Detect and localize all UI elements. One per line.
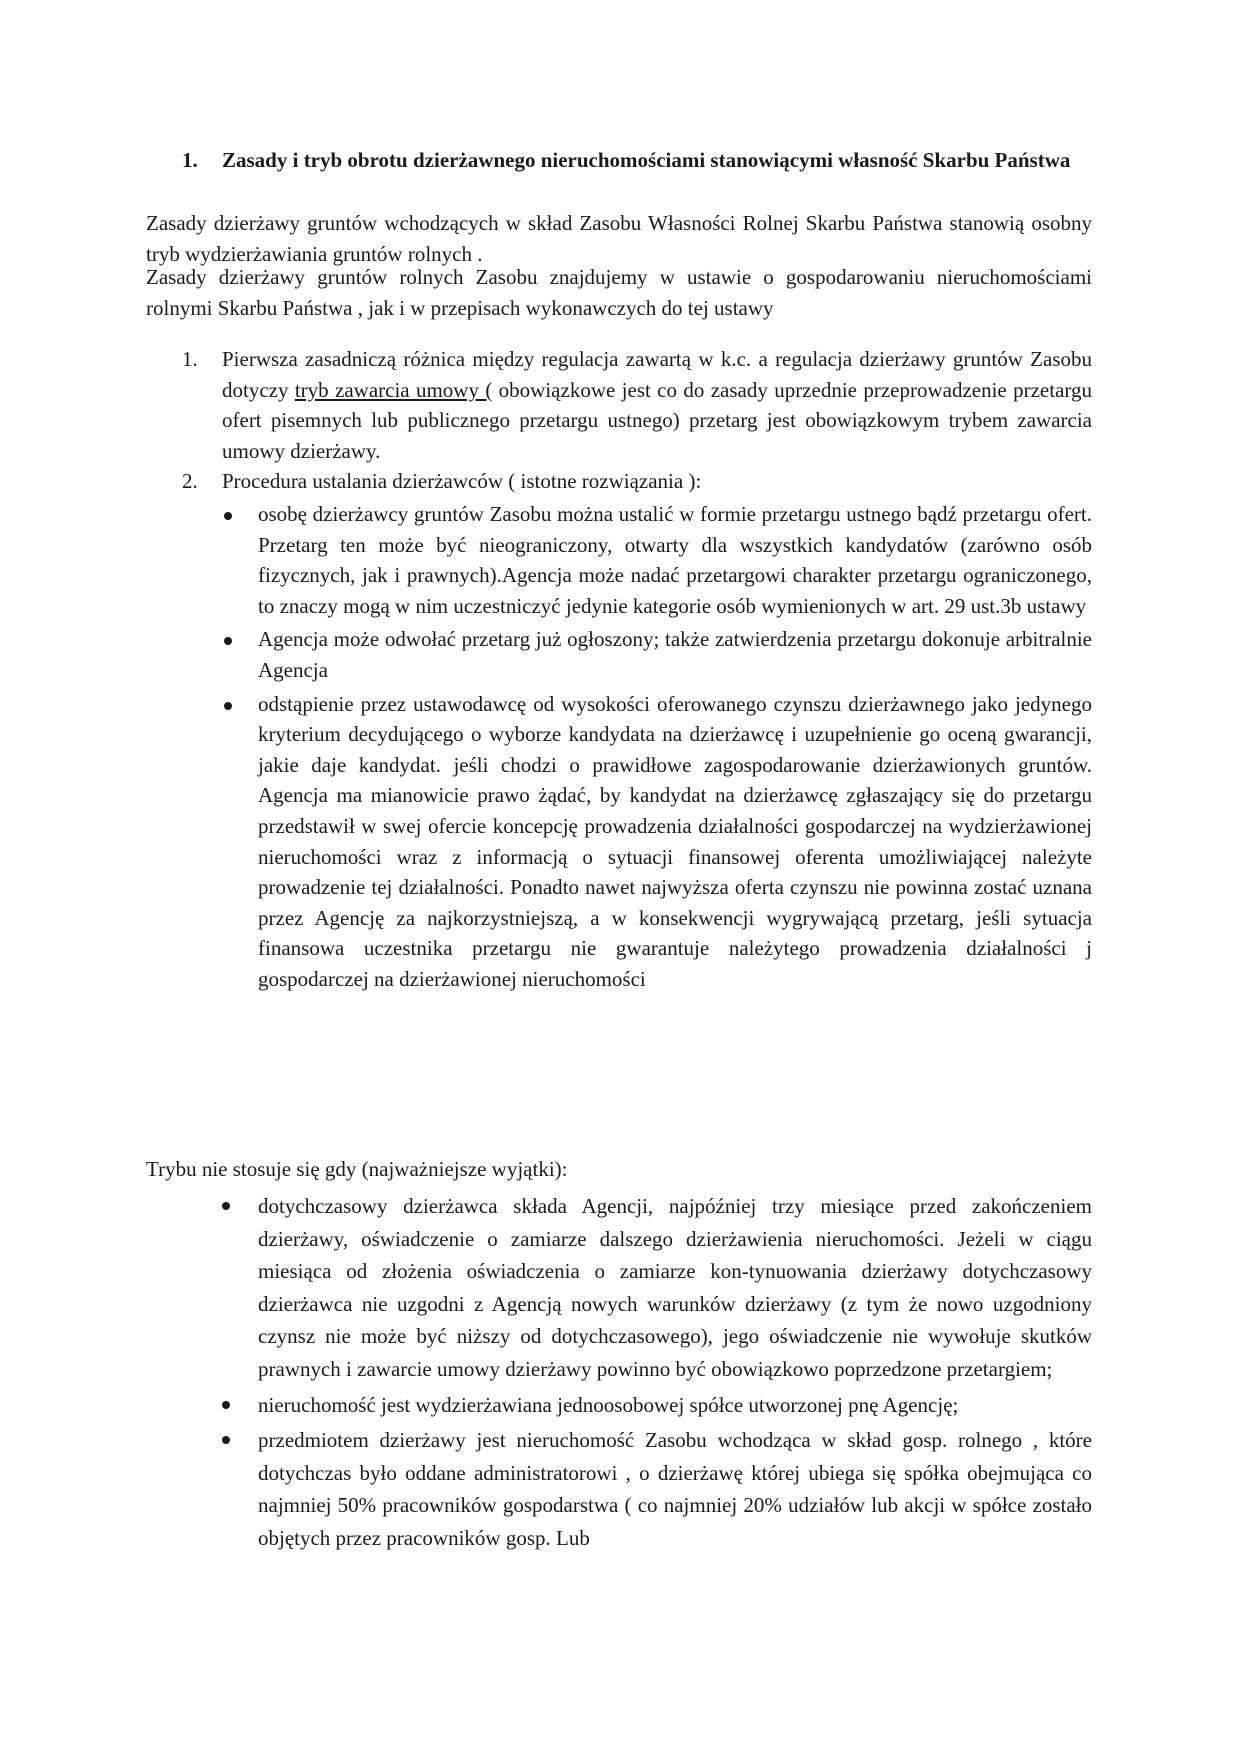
numbered-list: [182, 344, 1092, 997]
bullet-text: Agencja może odwołać przetarg już ogłoszony; także zatwierdzenia przetargu dokonuje arbitralnie Agencja: [258, 627, 1092, 682]
exception-text: nieruchomość jest wydzierżawiana jednoosobowej spółce utworzonej pnę Agencję;: [258, 1392, 959, 1417]
bullet-icon: [224, 512, 232, 520]
exception-item: [218, 1389, 1092, 1422]
bullet-item: [224, 624, 1092, 685]
bullet-icon: [222, 1401, 230, 1409]
bullet-text: odstąpienie przez ustawodawcę od wysokości oferowanego czynszu dzierżawnego jako jedynego kryterium decydującego o wyborze kandydata na dzierżawcę i uzupełnienie go oceną gwarancji, jakie daje kandydat. jeśli chodzi o prawidłowe zagospodarowanie dzierżawionych gruntów. Agencja ma mianowicie prawo żądać, by kandydat na dzierżawcę zgłaszający się do przetargu przedstawił w swej ofercie koncepcję prowadzenia działalności gospodarczej na wydzierżawionej nieruchomości wraz z informacją o sytuacji finansowej oferenta umożliwiającej należyte prowadzenie tej działalności. Ponadto nawet najwyższa oferta czynszu nie powinna zostać uznana przez Agencję za najkorzystniejszą, a w konsekwencji wygrywającą przetarg, jeśli sytuacja finansowa uczestnika przetargu nie gwarantuje należytego prowadzenia działalności j gospodarczej na dzierżawionej nieruchomości: [258, 691, 1092, 991]
bullet-icon: [222, 1202, 230, 1210]
heading-text: Zasady i tryb obrotu dzierżawnego nieruchomościami stanowiącymi własność Skarbu Państwa: [222, 148, 1071, 172]
exception-text: przedmiotem dzierżawy jest nieruchomość Zasobu wchodząca w skład gosp. rolnego , które dotychczas było oddane administratorowi , o dzierżawę której ubiega się spółka obejmująca co najmniej 50% pracowników gospodarstwa ( co najmniej 20% udziałów lub akcji w spółce zostało objętych przez pracowników gosp. Lub: [258, 1428, 1092, 1550]
item-text: [222, 344, 1092, 466]
item-text-before: Pierwsza zasadniczą różnica między regulacja zawartą w k.c. a regulacja dzierżawy gruntów Zasobu dotyczy: [222, 347, 1092, 402]
exceptions-list: [218, 1190, 1092, 1558]
bullet-icon: [222, 1436, 230, 1444]
intro-paragraph-2: Zasady dzierżawy gruntów rolnych Zasobu znajdujemy w ustawie o gospodarowaniu nieruchomościami rolnymi Skarbu Państwa , jak i w przepisach wykonawczych do tej ustawy: [146, 265, 1092, 320]
exception-text: dotychczasowy dzierżawca składa Agencji, najpóźniej trzy miesiące przed zakończeniem dzierżawy, oświadczenie o zamiarze dalszego dzierżawienia nieruchomości. Jeżeli w ciągu miesiąca od złożenia oświadczenia o zamiarze kon-tynuowania dzierżawy dotychczasowy dzierżawca nie uzgodni z Agencją nowych warunków dzierżawy (z tym że nowo uzgodniony czynsz nie może być niższy od dotychczasowego), jego oświadczenie nie wywołuje skutków prawnych i zawarcie umowy dzierżawy powinno być obowiązkowo poprzedzone przetargiem;: [258, 1194, 1092, 1381]
bullet-icon: [224, 637, 232, 645]
bullet-item: [224, 499, 1092, 621]
bullet-text: osobę dzierżawcy gruntów Zasobu można ustalić w formie przetargu ustnego bądź przetargu ofert. Przetarg ten może być nieograniczony, otwarty dla wszystkich kandydatów (zarówno osób fizycznych, jak i prawnych).Agencja może nadać przetargowi charakter przetargu ograniczonego, to znaczy mogą w nim uczestniczyć jedynie kategorie osób wymienionych w art. 29 ust.3b ustawy: [258, 501, 1092, 618]
bullet-list: [224, 499, 1092, 995]
numbered-item-2: [182, 466, 1092, 994]
item-text: Procedura ustalania dzierżawców ( istotne rozwiązania ):: [222, 469, 702, 494]
bullet-icon: [224, 702, 232, 710]
numbered-item-1: [182, 344, 1092, 466]
intro-paragraph-1: Zasady dzierżawy gruntów wchodzących w skład Zasobu Własności Rolnej Skarbu Państwa stanowią osobny tryb wydzierżawiania gruntów rolnych .: [146, 211, 1092, 266]
exception-item: [218, 1424, 1092, 1554]
exceptions-intro: Trybu nie stosuje się gdy (najważniejsze wyjątki):: [146, 1157, 568, 1181]
exception-item: [218, 1190, 1092, 1386]
item-number: 2.: [182, 469, 198, 494]
item-number: 1.: [182, 347, 198, 371]
heading-number: 1.: [182, 148, 198, 172]
item-text-underlined: tryb zawarcia umowy (: [294, 377, 493, 402]
bullet-item: [224, 689, 1092, 995]
item-text-after: obowiązkowe jest co do zasady uprzednie przeprowadzenie przetargu ofert pisemnych lub publicznego przetargu ustnego) przetarg jest obowiązkowym trybem zawarcia umowy dzierżawy.: [222, 377, 1093, 463]
